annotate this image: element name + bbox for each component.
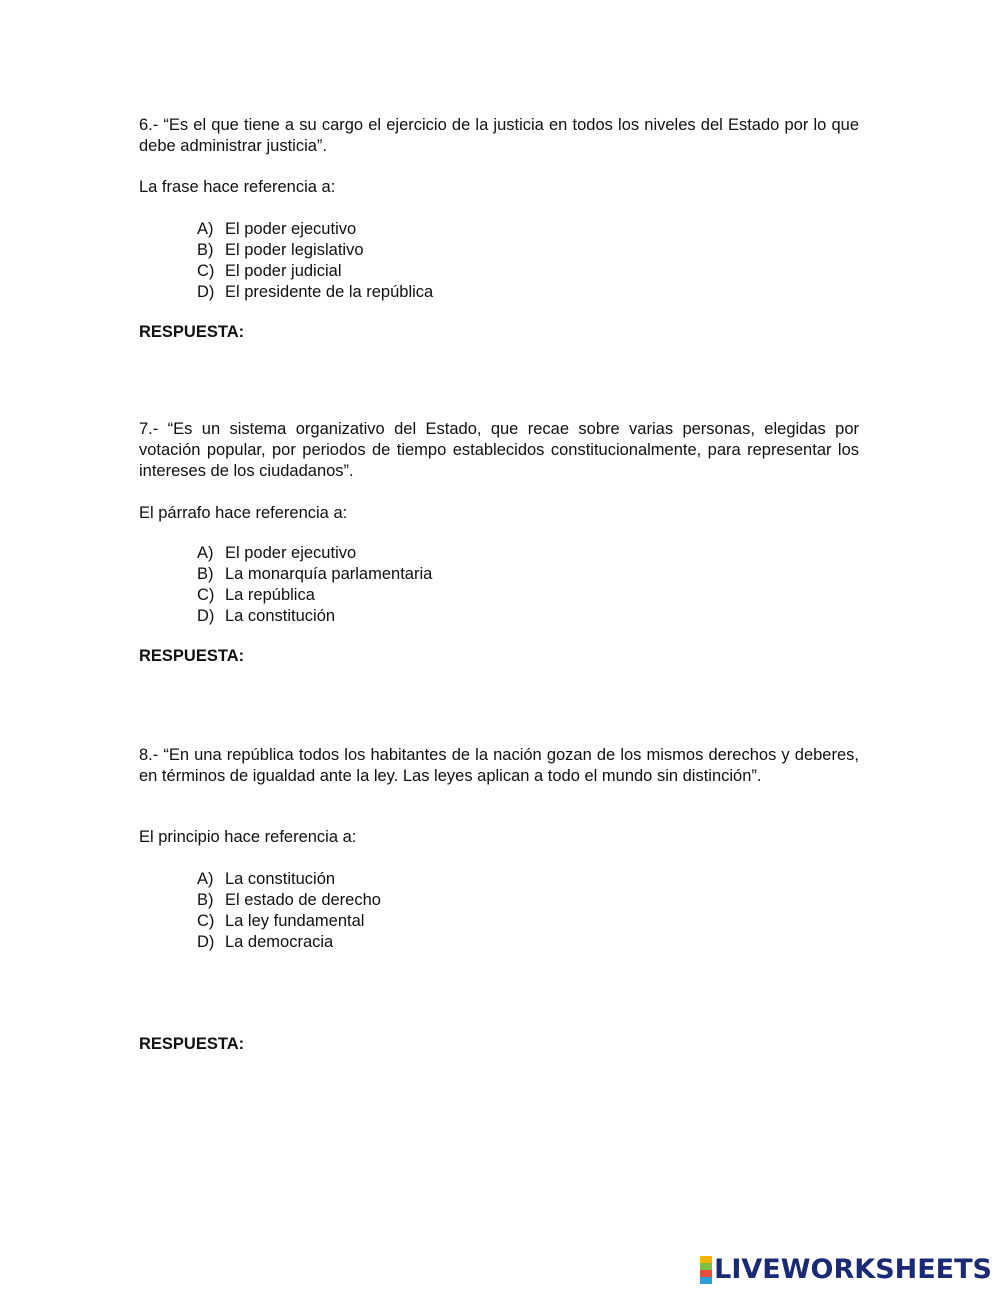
question-7 — [139, 419, 859, 625]
options-list — [197, 869, 381, 953]
question-prompt: 6.- “Es el que tiene a su cargo el ejercicio de la justicia en todos los niveles del Estado por lo que debe administrar justicia”. — [139, 116, 859, 155]
answer-label: RESPUESTA: — [139, 647, 245, 665]
question-prompt: 8.- “En una república todos los habitantes de la nación gozan de los mismos derechos y deberes, en términos de igualdad ante la ley. Las leyes aplican a todo el mundo sin distinción”. — [139, 746, 859, 785]
question-intro: El párrafo hace referencia a: — [139, 504, 348, 522]
logo-mark-icon — [700, 1256, 712, 1284]
option-d: D) La constitución — [197, 607, 336, 625]
logo-text: LIVEWORKSHEETS — [714, 1254, 992, 1285]
options-list — [197, 219, 433, 303]
question-intro: La frase hace referencia a: — [139, 178, 336, 196]
question-6 — [139, 115, 859, 301]
option-b: B) El estado de derecho — [197, 891, 381, 909]
option-b: B) La monarquía parlamentaria — [197, 565, 433, 583]
option-c: C) La república — [197, 586, 315, 604]
question-8 — [139, 745, 859, 951]
option-b: B) El poder legislativo — [197, 241, 364, 259]
liveworksheets-logo — [700, 1254, 992, 1285]
question-intro: El principio hace referencia a: — [139, 828, 357, 846]
option-d: D) La democracia — [197, 933, 334, 951]
option-a: A) La constitución — [197, 870, 336, 888]
option-c: C) La ley fundamental — [197, 912, 365, 930]
option-c: C) El poder judicial — [197, 262, 342, 280]
question-prompt: 7.- “Es un sistema organizativo del Estado, que recae sobre varias personas, elegidas por votación popular, por periodos de tiempo establecidos constitucionalmente, para representar los intereses de los ciudadanos”. — [139, 420, 859, 480]
option-a: A) El poder ejecutivo — [197, 544, 357, 562]
options-list — [197, 543, 432, 627]
answer-label: RESPUESTA: — [139, 323, 245, 341]
option-d: D) El presidente de la república — [197, 283, 434, 301]
option-a: A) El poder ejecutivo — [197, 220, 357, 238]
answer-label: RESPUESTA: — [139, 1035, 245, 1053]
